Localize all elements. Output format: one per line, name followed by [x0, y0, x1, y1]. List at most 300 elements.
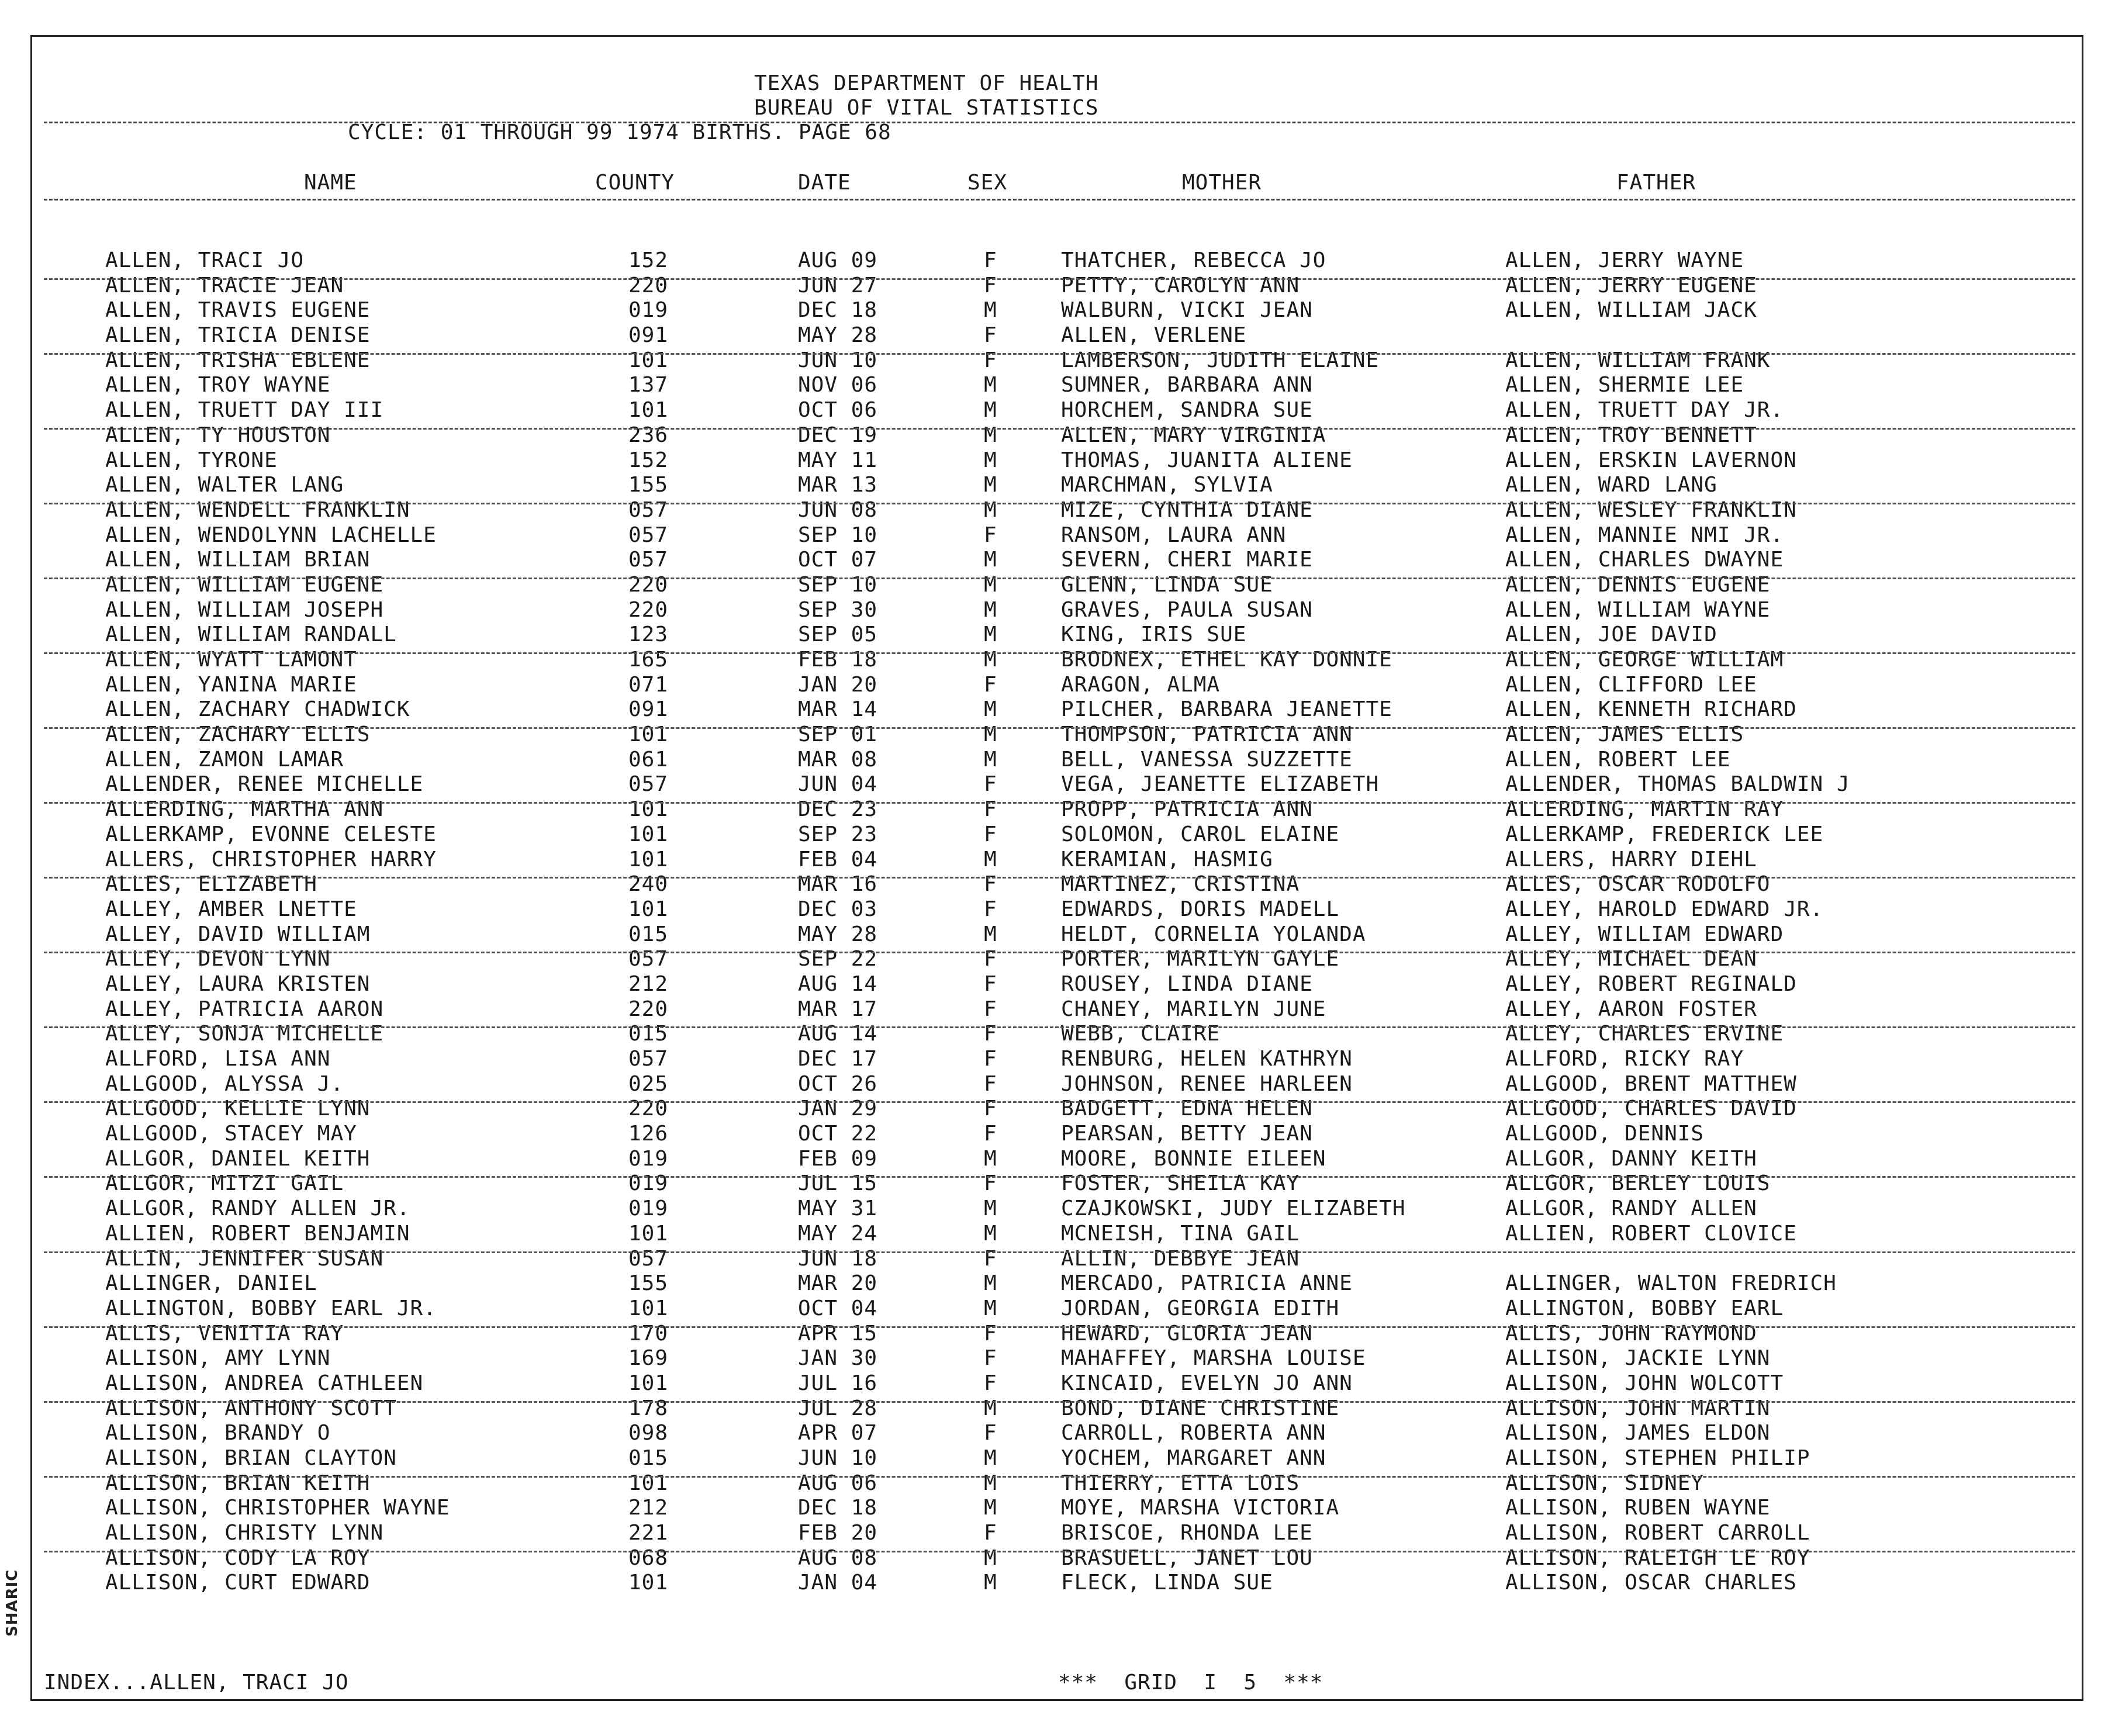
record-sex: F — [984, 1371, 997, 1395]
record-sex: M — [984, 1545, 997, 1570]
record-date: SEP 30 — [798, 597, 878, 622]
record-mother: PEARSAN, BETTY JEAN — [1061, 1122, 1313, 1146]
record-name: ALLGOR, MITZI GAIL — [105, 1171, 344, 1196]
record-sex: F — [984, 997, 997, 1021]
record-date: JUL 15 — [798, 1171, 878, 1196]
record-father: ALLEN, WILLIAM FRANK — [1505, 348, 1771, 372]
record-date: MAY 11 — [798, 448, 878, 472]
record-mother: MOORE, BONNIE EILEEN — [1061, 1146, 1326, 1171]
record-date: OCT 06 — [798, 398, 878, 423]
record-date: JUL 16 — [798, 1371, 878, 1395]
record-father: ALLEN, TRUETT DAY JR. — [1505, 398, 1784, 423]
record-father: ALLERS, HARRY DIEHL — [1505, 847, 1757, 872]
record-sex: F — [984, 1097, 997, 1121]
record-date: OCT 04 — [798, 1296, 878, 1320]
record-father: ALLINGER, WALTON FREDRICH — [1505, 1271, 1837, 1296]
record-mother: MAHAFFEY, MARSHA LOUISE — [1061, 1346, 1366, 1371]
index-footer: INDEX...ALLEN, TRACI JO — [44, 1671, 349, 1694]
record-county: 101 — [628, 1371, 669, 1395]
record-row — [0, 1122, 2115, 1147]
record-county: 236 — [628, 423, 669, 447]
record-name: ALLEN, YANINA MARIE — [105, 672, 357, 697]
record-mother: CZAJKOWSKI, JUDY ELIZABETH — [1061, 1196, 1406, 1221]
record-sex: F — [984, 1122, 997, 1146]
record-date: FEB 04 — [798, 847, 878, 872]
record-county: 057 — [628, 497, 669, 522]
record-father: ALLEN, CHARLES DWAYNE — [1505, 548, 1784, 572]
record-mother: PETTY, CAROLYN ANN — [1061, 273, 1300, 298]
record-date: DEC 18 — [798, 298, 878, 323]
record-sex: F — [984, 248, 997, 272]
record-mother: ALLEN, MARY VIRGINIA — [1061, 423, 1326, 447]
record-row — [0, 523, 2115, 548]
record-county: 057 — [628, 523, 669, 547]
record-row — [0, 623, 2115, 648]
record-row — [0, 498, 2115, 523]
record-mother: SOLOMON, CAROL ELAINE — [1061, 822, 1340, 846]
record-county: 221 — [628, 1521, 669, 1545]
record-mother: GRAVES, PAULA SUSAN — [1061, 597, 1313, 622]
record-name: ALLISON, BRIAN KEITH — [105, 1471, 371, 1495]
record-county: 123 — [628, 623, 669, 647]
record-father: ALLEN, MANNIE NMI JR. — [1505, 523, 1784, 547]
record-name: ALLEN, WILLIAM JOSEPH — [105, 597, 384, 622]
record-name: ALLES, ELIZABETH — [105, 872, 317, 897]
record-row — [0, 872, 2115, 897]
record-mother: JORDAN, GEORGIA EDITH — [1061, 1296, 1340, 1320]
record-date: MAY 31 — [798, 1196, 878, 1221]
record-sex: F — [984, 971, 997, 996]
record-father: ALLISON, JOHN MARTIN — [1505, 1396, 1771, 1420]
record-sex: M — [984, 1571, 997, 1595]
record-date: AUG 06 — [798, 1471, 878, 1495]
record-father: ALLEY, WILLIAM EDWARD — [1505, 922, 1784, 946]
record-row — [0, 797, 2115, 822]
record-row — [0, 922, 2115, 947]
record-father: ALLEN, SHERMIE LEE — [1505, 373, 1744, 397]
record-name: ALLISON, CHRISTY LYNN — [105, 1521, 384, 1545]
record-mother: MERCADO, PATRICIA ANNE — [1061, 1271, 1353, 1296]
record-row — [0, 1247, 2115, 1272]
record-name: ALLINGTON, BOBBY EARL JR. — [105, 1296, 437, 1320]
record-row — [0, 772, 2115, 797]
record-date: SEP 22 — [798, 947, 878, 971]
record-father: ALLISON, OSCAR CHARLES — [1505, 1571, 1797, 1595]
record-date: OCT 22 — [798, 1122, 878, 1146]
record-date: OCT 26 — [798, 1071, 878, 1096]
record-date: AUG 09 — [798, 248, 878, 272]
record-county: 152 — [628, 248, 669, 272]
record-date: JUN 08 — [798, 497, 878, 522]
record-date: AUG 14 — [798, 971, 878, 996]
record-name: ALLEN, TROY WAYNE — [105, 373, 331, 397]
record-name: ALLISON, CODY LA ROY — [105, 1545, 371, 1570]
record-mother: KINCAID, EVELYN JO ANN — [1061, 1371, 1353, 1395]
record-name: ALLEN, TYRONE — [105, 448, 278, 472]
record-row — [0, 947, 2115, 972]
record-name: ALLISON, ANDREA CATHLEEN — [105, 1371, 424, 1395]
record-mother: JOHNSON, RENEE HARLEEN — [1061, 1071, 1353, 1096]
record-name: ALLEN, TRUETT DAY III — [105, 398, 384, 423]
record-county: 057 — [628, 548, 669, 572]
record-father: ALLISON, RALEIGH LE ROY — [1505, 1545, 1810, 1570]
record-mother: THIERRY, ETTA LOIS — [1061, 1471, 1300, 1495]
record-county: 170 — [628, 1321, 669, 1346]
record-father: ALLEY, AARON FOSTER — [1505, 997, 1757, 1021]
record-father: ALLISON, JACKIE LYNN — [1505, 1346, 1771, 1371]
record-name: ALLEN, WYATT LAMONT — [105, 648, 357, 672]
record-mother: VEGA, JEANETTE ELIZABETH — [1061, 772, 1380, 797]
record-date: NOV 06 — [798, 373, 878, 397]
record-date: DEC 18 — [798, 1496, 878, 1520]
record-date: MAR 14 — [798, 697, 878, 722]
record-sex: F — [984, 1421, 997, 1445]
record-name: ALLISON, AMY LYNN — [105, 1346, 331, 1371]
record-county: 101 — [628, 1296, 669, 1320]
record-mother: BRASUELL, JANET LOU — [1061, 1545, 1313, 1570]
col-header-county: COUNTY — [595, 171, 675, 195]
record-mother: ARAGON, ALMA — [1061, 672, 1221, 697]
record-county: 101 — [628, 722, 669, 747]
record-name: ALLEN, WENDELL FRANKLIN — [105, 497, 410, 522]
record-county: 101 — [628, 1471, 669, 1495]
record-mother: MARCHMAN, SYLVIA — [1061, 473, 1273, 497]
record-row — [0, 648, 2115, 673]
record-county: 068 — [628, 1545, 669, 1570]
record-county: 220 — [628, 597, 669, 622]
record-father: ALLISON, SIDNEY — [1505, 1471, 1705, 1495]
record-father: ALLEY, CHARLES ERVINE — [1505, 1022, 1784, 1046]
record-row — [0, 848, 2115, 873]
record-name: ALLEN, TRACI JO — [105, 248, 305, 272]
record-name: ALLEN, WENDOLYNN LACHELLE — [105, 523, 437, 547]
record-mother: KING, IRIS SUE — [1061, 623, 1247, 647]
record-row — [0, 448, 2115, 473]
record-father: ALLINGTON, BOBBY EARL — [1505, 1296, 1784, 1320]
record-sex: F — [984, 797, 997, 822]
record-date: MAR 16 — [798, 872, 878, 897]
record-father: ALLEN, GEORGE WILLIAM — [1505, 648, 1784, 672]
record-sex: F — [984, 897, 997, 921]
record-row — [0, 1147, 2115, 1172]
record-mother: PILCHER, BARBARA JEANETTE — [1061, 697, 1392, 722]
record-sex: M — [984, 648, 997, 672]
record-county: 101 — [628, 847, 669, 872]
record-date: SEP 10 — [798, 572, 878, 597]
record-sex: M — [984, 473, 997, 497]
record-county: 061 — [628, 747, 669, 772]
record-name: ALLEN, WILLIAM BRIAN — [105, 548, 371, 572]
record-row — [0, 1097, 2115, 1122]
record-date: AUG 08 — [798, 1545, 878, 1570]
record-sex: M — [984, 423, 997, 447]
record-county: 025 — [628, 1071, 669, 1096]
col-header-father: FATHER — [1616, 171, 1696, 195]
record-sex: M — [984, 497, 997, 522]
record-name: ALLEN, TRAVIS EUGENE — [105, 298, 371, 323]
record-father: ALLISON, ROBERT CARROLL — [1505, 1521, 1810, 1545]
record-county: 019 — [628, 298, 669, 323]
record-date: SEP 23 — [798, 822, 878, 846]
record-sex: F — [984, 1246, 997, 1271]
record-row — [0, 697, 2115, 722]
record-name: ALLEN, WILLIAM EUGENE — [105, 572, 384, 597]
record-sex: M — [984, 697, 997, 722]
record-mother: EDWARDS, DORIS MADELL — [1061, 897, 1340, 921]
record-county: 101 — [628, 398, 669, 423]
record-row — [0, 398, 2115, 423]
record-county: 019 — [628, 1196, 669, 1221]
record-sex: M — [984, 1296, 997, 1320]
record-name: ALLEY, AMBER LNETTE — [105, 897, 357, 921]
record-name: ALLISON, ANTHONY SCOTT — [105, 1396, 397, 1420]
record-name: ALLEN, TRACIE JEAN — [105, 273, 344, 298]
record-sex: M — [984, 747, 997, 772]
record-date: JUN 27 — [798, 273, 878, 298]
record-name: ALLISON, BRIAN CLAYTON — [105, 1446, 397, 1470]
record-name: ALLEN, WILLIAM RANDALL — [105, 623, 397, 647]
record-row — [0, 1072, 2115, 1097]
record-date: JAN 29 — [798, 1097, 878, 1121]
record-sex: M — [984, 1446, 997, 1470]
record-row — [0, 573, 2115, 598]
record-date: FEB 18 — [798, 648, 878, 672]
record-county: 101 — [628, 1221, 669, 1246]
record-date: SEP 05 — [798, 623, 878, 647]
record-name: ALLEN, ZACHARY CHADWICK — [105, 697, 410, 722]
record-name: ALLFORD, LISA ANN — [105, 1047, 331, 1071]
margin-mark: SHARIC — [4, 1569, 21, 1637]
record-county: 101 — [628, 797, 669, 822]
record-row — [0, 897, 2115, 922]
record-date: MAR 08 — [798, 747, 878, 772]
record-name: ALLERS, CHRISTOPHER HARRY — [105, 847, 437, 872]
record-county: 212 — [628, 1496, 669, 1520]
record-sex: F — [984, 1171, 997, 1196]
record-mother: RENBURG, HELEN KATHRYN — [1061, 1047, 1353, 1071]
record-father: ALLEN, KENNETH RICHARD — [1505, 697, 1797, 722]
record-date: JUN 10 — [798, 348, 878, 372]
record-name: ALLEN, TRICIA DENISE — [105, 323, 371, 348]
record-sex: M — [984, 398, 997, 423]
record-row — [0, 1421, 2115, 1446]
record-mother: HORCHEM, SANDRA SUE — [1061, 398, 1313, 423]
record-sex: M — [984, 847, 997, 872]
record-mother: FLECK, LINDA SUE — [1061, 1571, 1273, 1595]
record-father: ALLES, OSCAR RODOLFO — [1505, 872, 1771, 897]
record-county: 019 — [628, 1171, 669, 1196]
record-father: ALLGOOD, BRENT MATTHEW — [1505, 1071, 1797, 1096]
record-mother: THOMAS, JUANITA ALIENE — [1061, 448, 1353, 472]
record-row — [0, 1222, 2115, 1247]
record-row — [0, 548, 2115, 573]
record-row — [0, 673, 2115, 698]
record-name: ALLEN, TY HOUSTON — [105, 423, 331, 447]
record-county: 015 — [628, 922, 669, 946]
record-father: ALLEY, HAROLD EDWARD JR. — [1505, 897, 1824, 921]
record-name: ALLGOOD, ALYSSA J. — [105, 1071, 344, 1096]
records-list — [0, 248, 2115, 1596]
record-date: MAR 17 — [798, 997, 878, 1021]
record-father: ALLIS, JOHN RAYMOND — [1505, 1321, 1757, 1346]
record-sex: M — [984, 1471, 997, 1495]
record-sex: M — [984, 1496, 997, 1520]
record-sex: M — [984, 298, 997, 323]
record-date: JAN 20 — [798, 672, 878, 697]
record-county: 126 — [628, 1122, 669, 1146]
record-date: MAY 28 — [798, 323, 878, 348]
record-mother: THATCHER, REBECCA JO — [1061, 248, 1326, 272]
record-sex: M — [984, 597, 997, 622]
record-date: DEC 19 — [798, 423, 878, 447]
record-father: ALLEN, JERRY WAYNE — [1505, 248, 1744, 272]
record-father: ALLFORD, RICKY RAY — [1505, 1047, 1744, 1071]
cycle-line: CYCLE: 01 THROUGH 99 1974 BIRTHS. PAGE 68 — [348, 120, 891, 144]
record-date: MAR 20 — [798, 1271, 878, 1296]
record-name: ALLEY, PATRICIA AARON — [105, 997, 384, 1021]
record-date: AUG 14 — [798, 1022, 878, 1046]
record-mother: SEVERN, CHERI MARIE — [1061, 548, 1313, 572]
record-name: ALLISON, CURT EDWARD — [105, 1571, 371, 1595]
col-header-mother: MOTHER — [1182, 171, 1262, 195]
record-county: 178 — [628, 1396, 669, 1420]
record-father: ALLEN, JOE DAVID — [1505, 623, 1717, 647]
record-row — [0, 972, 2115, 997]
record-mother: ALLEN, VERLENE — [1061, 323, 1247, 348]
record-date: APR 07 — [798, 1421, 878, 1445]
record-father: ALLEN, WILLIAM JACK — [1505, 298, 1757, 323]
record-county: 098 — [628, 1421, 669, 1445]
record-mother: SUMNER, BARBARA ANN — [1061, 373, 1313, 397]
record-father: ALLGOR, RANDY ALLEN — [1505, 1196, 1757, 1221]
record-row — [0, 348, 2115, 374]
record-row — [0, 1296, 2115, 1322]
record-name: ALLEY, DAVID WILLIAM — [105, 922, 371, 946]
record-row — [0, 1396, 2115, 1422]
record-father: ALLERKAMP, FREDERICK LEE — [1505, 822, 1824, 846]
record-sex: F — [984, 1521, 997, 1545]
record-name: ALLGOOD, STACEY MAY — [105, 1122, 357, 1146]
record-father: ALLEN, JAMES ELLIS — [1505, 722, 1744, 747]
record-date: DEC 03 — [798, 897, 878, 921]
record-date: DEC 23 — [798, 797, 878, 822]
record-row — [0, 1346, 2115, 1371]
col-header-name: NAME — [304, 171, 357, 195]
record-date: DEC 17 — [798, 1047, 878, 1071]
record-father: ALLERDING, MARTIN RAY — [1505, 797, 1784, 822]
record-mother: RANSOM, LAURA ANN — [1061, 523, 1287, 547]
record-date: JAN 30 — [798, 1346, 878, 1371]
record-mother: PORTER, MARILYN GAYLE — [1061, 947, 1340, 971]
record-mother: MIZE, CYNTHIA DIANE — [1061, 497, 1313, 522]
record-row — [0, 423, 2115, 448]
record-father: ALLISON, JAMES ELDON — [1505, 1421, 1771, 1445]
record-sex: F — [984, 947, 997, 971]
record-sex: F — [984, 348, 997, 372]
record-date: SEP 01 — [798, 722, 878, 747]
record-father: ALLEN, TROY BENNETT — [1505, 423, 1757, 447]
record-county: 091 — [628, 697, 669, 722]
record-father: ALLEN, ERSKIN LAVERNON — [1505, 448, 1797, 472]
record-mother: BRODNEX, ETHEL KAY DONNIE — [1061, 648, 1392, 672]
record-row — [0, 1371, 2115, 1396]
record-name: ALLGOR, RANDY ALLEN JR. — [105, 1196, 410, 1221]
record-father: ALLGOOD, DENNIS — [1505, 1122, 1705, 1146]
record-mother: WEBB, CLAIRE — [1061, 1022, 1221, 1046]
record-sex: M — [984, 722, 997, 747]
record-sex: F — [984, 1321, 997, 1346]
record-mother: MCNEISH, TINA GAIL — [1061, 1221, 1300, 1246]
record-county: 091 — [628, 323, 669, 348]
record-row — [0, 1047, 2115, 1072]
record-row — [0, 748, 2115, 773]
record-mother: CARROLL, ROBERTA ANN — [1061, 1421, 1326, 1445]
record-father: ALLEN, WARD LANG — [1505, 473, 1717, 497]
record-county: 057 — [628, 772, 669, 797]
col-header-sex: SEX — [967, 171, 1008, 195]
record-name: ALLEN, WALTER LANG — [105, 473, 344, 497]
record-date: FEB 09 — [798, 1146, 878, 1171]
record-name: ALLGOOD, KELLIE LYNN — [105, 1097, 371, 1121]
record-sex: F — [984, 1022, 997, 1046]
record-county: 101 — [628, 822, 669, 846]
record-sex: M — [984, 623, 997, 647]
record-name: ALLEY, LAURA KRISTEN — [105, 971, 371, 996]
record-row — [0, 1496, 2115, 1521]
record-father: ALLEN, DENNIS EUGENE — [1505, 572, 1771, 597]
record-row — [0, 1521, 2115, 1546]
record-father: ALLEN, WILLIAM WAYNE — [1505, 597, 1771, 622]
record-row — [0, 248, 2115, 274]
record-mother: KERAMIAN, HASMIG — [1061, 847, 1273, 872]
record-county: 169 — [628, 1346, 669, 1371]
bureau-title: BUREAU OF VITAL STATISTICS — [754, 96, 1099, 120]
record-date: SEP 10 — [798, 523, 878, 547]
record-sex: F — [984, 772, 997, 797]
record-row — [0, 997, 2115, 1022]
record-name: ALLISON, BRANDY O — [105, 1421, 331, 1445]
record-name: ALLERDING, MARTHA ANN — [105, 797, 384, 822]
record-row — [0, 1471, 2115, 1496]
record-sex: M — [984, 1196, 997, 1221]
record-county: 155 — [628, 473, 669, 497]
record-sex: F — [984, 672, 997, 697]
record-name: ALLISON, CHRISTOPHER WAYNE — [105, 1496, 450, 1520]
record-date: JUN 18 — [798, 1246, 878, 1271]
record-mother: HELDT, CORNELIA YOLANDA — [1061, 922, 1366, 946]
col-header-date: DATE — [798, 171, 851, 195]
record-sex: M — [984, 1146, 997, 1171]
record-father: ALLISON, RUBEN WAYNE — [1505, 1496, 1771, 1520]
record-row — [0, 373, 2115, 398]
grid-footer: *** GRID I 5 *** — [1058, 1671, 1323, 1694]
record-row — [0, 1571, 2115, 1596]
record-sex: F — [984, 822, 997, 846]
record-row — [0, 1446, 2115, 1471]
record-row — [0, 722, 2115, 748]
record-father: ALLIEN, ROBERT CLOVICE — [1505, 1221, 1797, 1246]
record-mother: WALBURN, VICKI JEAN — [1061, 298, 1313, 323]
record-father: ALLISON, STEPHEN PHILIP — [1505, 1446, 1810, 1470]
record-father: ALLEN, ROBERT LEE — [1505, 747, 1731, 772]
record-row — [0, 274, 2115, 299]
record-row — [0, 1022, 2115, 1047]
record-county: 220 — [628, 1097, 669, 1121]
record-county: 057 — [628, 1246, 669, 1271]
record-row — [0, 473, 2115, 498]
record-county: 240 — [628, 872, 669, 897]
record-name: ALLEY, DEVON LYNN — [105, 947, 331, 971]
